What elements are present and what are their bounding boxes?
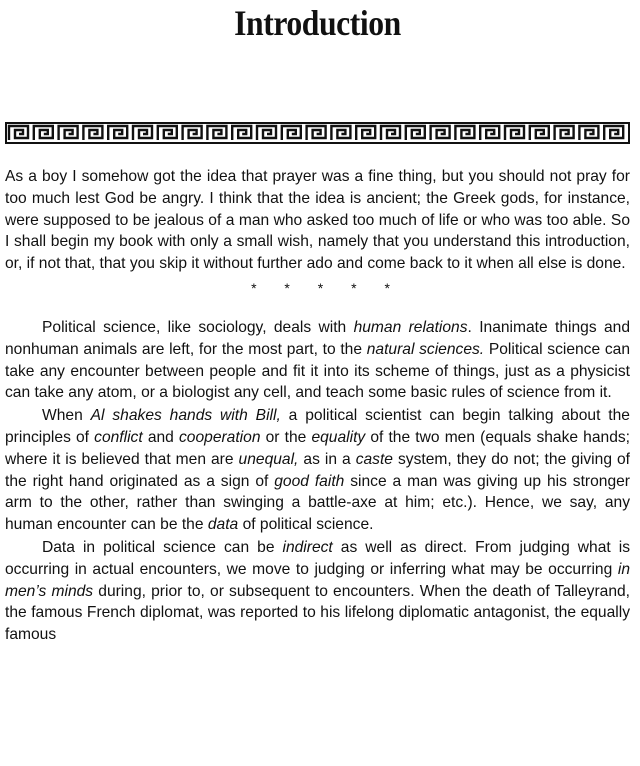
text-run: a political scientist can begin talking about the principles of xyxy=(5,407,630,446)
text-run: since a man was giving up his stronger arm to the other, rather than swinging a battle-axe at him; etc.). Hence, we say, any human encounter can be the xyxy=(5,472,630,534)
italic-text: equality xyxy=(311,428,366,446)
greek-key-motif xyxy=(406,126,425,140)
greek-key-motif xyxy=(505,126,524,140)
italic-text: natural sciences. xyxy=(366,340,485,358)
italic-text: human relations xyxy=(353,318,468,336)
text-run: of political science. xyxy=(238,516,374,534)
greek-key-motif xyxy=(133,126,152,140)
italic-text: cooperation xyxy=(179,428,261,446)
greek-key-motif xyxy=(307,126,326,140)
greek-key-motif xyxy=(356,126,375,140)
text-run: . Inanimate things and nonhuman animals are left, for the most part, to the xyxy=(5,318,630,358)
greek-key-motif xyxy=(108,126,127,140)
greek-key-motif xyxy=(34,126,53,140)
greek-key-motif xyxy=(257,126,276,140)
page-title: Introduction xyxy=(234,3,401,43)
text-run: When xyxy=(42,407,91,425)
text-run: and xyxy=(142,428,179,446)
text-run: Data in political science can be xyxy=(42,538,283,556)
italic-text: in men’s minds xyxy=(5,560,630,600)
italic-text: Al shakes hands with Bill, xyxy=(90,407,281,425)
paragraph-4 xyxy=(5,537,630,646)
text-run: As a boy I somehow got the idea that prayer was a fine thing, but you should not pray for too much lest God be angry. I think that the idea is ancient; the Greek gods, for instance, were supposed to be jealous of a man who asked too much of life or who was too able. So I shall begin my book with only a small wish, namely that you understand this introduction, or, if not that, that you skip it without further ado and come back to it when all else is done. xyxy=(5,168,630,273)
greek-key-motif xyxy=(579,126,598,140)
greek-key-motif xyxy=(83,126,102,140)
paragraph-1 xyxy=(5,166,630,275)
text-run: Political science can take any encounter between people and fit it into its scheme of things, just as a physicist can take any atom, or a biologist any cell, and teach some basic rules of science from it. xyxy=(5,340,630,402)
greek-key-motif xyxy=(59,126,78,140)
greek-key-border xyxy=(5,122,630,144)
italic-text: good faith xyxy=(274,472,345,490)
greek-key-motif xyxy=(183,126,202,140)
text-run: Political science, like sociology, deals with xyxy=(42,318,354,336)
greek-key-motif xyxy=(530,126,549,140)
greek-key-motif xyxy=(282,126,301,140)
greek-key-motif xyxy=(455,126,474,140)
greek-key-motif xyxy=(555,126,574,140)
greek-key-motif xyxy=(381,126,400,140)
italic-text: data xyxy=(207,516,239,534)
italic-text: caste xyxy=(355,450,393,468)
text-run: during, prior to, or subsequent to encounters. When the death of Talleyrand, the famous French diplomat, was reported to his lifelong diplomatic antagonist, the equally famous xyxy=(5,582,630,644)
paragraph-3 xyxy=(5,405,630,536)
text-run: of the two men (equals shake hands; where it is believed that men are xyxy=(5,428,631,468)
greek-key-motif xyxy=(9,126,28,140)
greek-key-motif xyxy=(207,126,226,140)
paragraph-2 xyxy=(5,317,630,404)
greek-key-motif xyxy=(604,126,623,140)
greek-key-motif xyxy=(232,126,251,140)
section-divider-stars: * * * * * xyxy=(251,279,402,296)
italic-text: unequal, xyxy=(238,450,299,468)
text-run: system, they do not; the giving of the right hand originated as a sign of xyxy=(5,450,630,490)
text-run: as well as direct. From judging what is occurring in actual encounters, we move to judging or inferring what may be occurring xyxy=(5,538,630,578)
greek-key-motif xyxy=(431,126,450,140)
text-run: as in a xyxy=(298,450,356,468)
greek-key-motif xyxy=(331,126,350,140)
italic-text: conflict xyxy=(94,428,143,446)
greek-key-motif xyxy=(158,126,177,140)
greek-key-motif xyxy=(480,126,499,140)
text-run: or the xyxy=(260,428,312,446)
italic-text: indirect xyxy=(282,538,333,556)
